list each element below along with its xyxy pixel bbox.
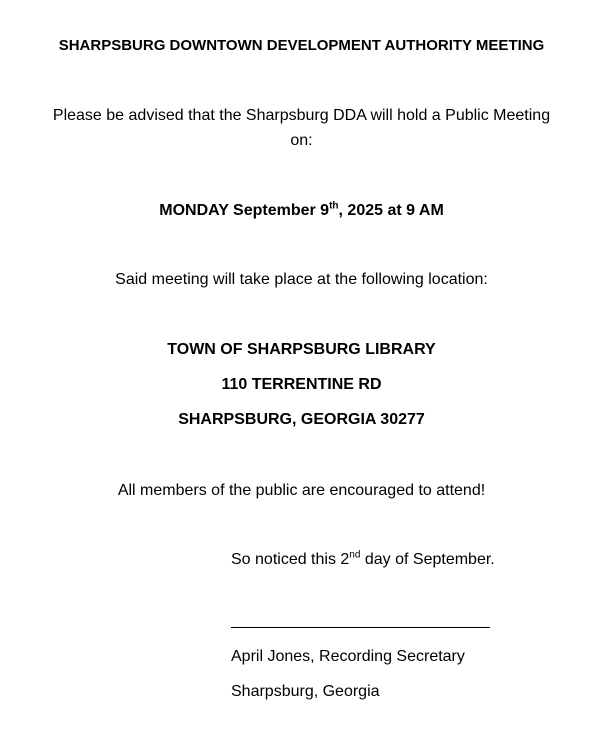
location-name: TOWN OF SHARPSBURG LIBRARY [167,341,436,358]
signer-name: April Jones, Recording Secretary [231,648,465,665]
noticed-prefix: So noticed this 2 [231,551,350,568]
meeting-date-ordinal: th [329,200,339,212]
signer-place: Sharpsburg, Georgia [231,683,380,700]
location-street: 110 TERRENTINE RD [221,376,382,393]
notice-title: SHARPSBURG DOWNTOWN DEVELOPMENT AUTHORITY MEETING [58,37,545,54]
signature-line [231,627,490,628]
meeting-date-rest: , 2025 at 9 AM [338,202,444,219]
noticed-date [231,550,495,570]
location-city-state-zip: SHARPSBURG, GEORGIA 30277 [178,411,425,428]
advisory-text-line1: Please be advised that the Sharpsburg DDA will hold a Public Meeting [52,107,551,124]
encouragement-text: All members of the public are encouraged to attend! [117,482,486,499]
noticed-rest: day of September. [360,551,495,568]
meeting-date-prefix: MONDAY September 9 [159,202,330,219]
advisory-text-line2: on: [290,132,313,149]
noticed-ordinal: nd [349,549,361,561]
meeting-date [0,201,603,221]
location-intro: Said meeting will take place at the following location: [115,271,488,288]
